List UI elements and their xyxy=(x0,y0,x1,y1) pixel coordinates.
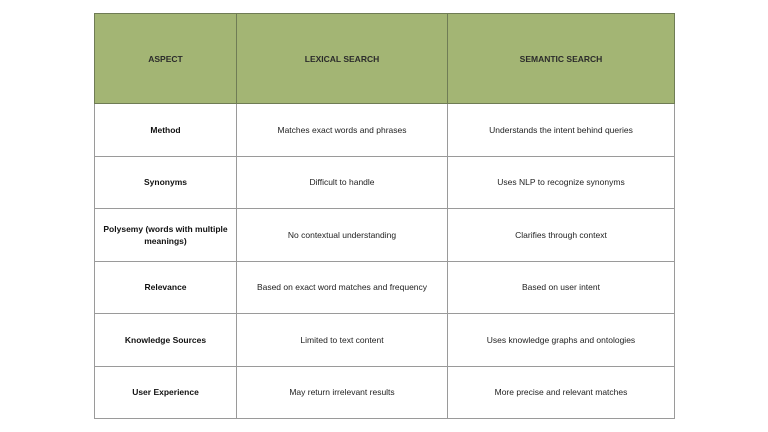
table-row xyxy=(95,104,675,157)
header-row xyxy=(95,14,675,104)
comparison-table xyxy=(94,13,675,419)
table-row xyxy=(95,366,675,419)
header-aspect: ASPECT xyxy=(95,14,237,104)
lexical-cell: Difficult to handle xyxy=(237,156,448,209)
table-row xyxy=(95,209,675,262)
aspect-cell: Knowledge Sources xyxy=(95,314,237,367)
semantic-cell: More precise and relevant matches xyxy=(448,366,675,419)
lexical-cell: Limited to text content xyxy=(237,314,448,367)
header-semantic: SEMANTIC SEARCH xyxy=(448,14,675,104)
table-row xyxy=(95,314,675,367)
lexical-cell: May return irrelevant results xyxy=(237,366,448,419)
aspect-cell: Synonyms xyxy=(95,156,237,209)
aspect-cell: Relevance xyxy=(95,261,237,314)
semantic-cell: Clarifies through context xyxy=(448,209,675,262)
aspect-cell: Polysemy (words with multiple meanings) xyxy=(95,209,237,262)
aspect-cell: User Experience xyxy=(95,366,237,419)
aspect-cell: Method xyxy=(95,104,237,157)
semantic-cell: Understands the intent behind queries xyxy=(448,104,675,157)
lexical-cell: No contextual understanding xyxy=(237,209,448,262)
lexical-cell: Matches exact words and phrases xyxy=(237,104,448,157)
lexical-cell: Based on exact word matches and frequency xyxy=(237,261,448,314)
semantic-cell: Uses NLP to recognize synonyms xyxy=(448,156,675,209)
semantic-cell: Based on user intent xyxy=(448,261,675,314)
header-lexical: LEXICAL SEARCH xyxy=(237,14,448,104)
table-row xyxy=(95,156,675,209)
semantic-cell: Uses knowledge graphs and ontologies xyxy=(448,314,675,367)
table-row xyxy=(95,261,675,314)
